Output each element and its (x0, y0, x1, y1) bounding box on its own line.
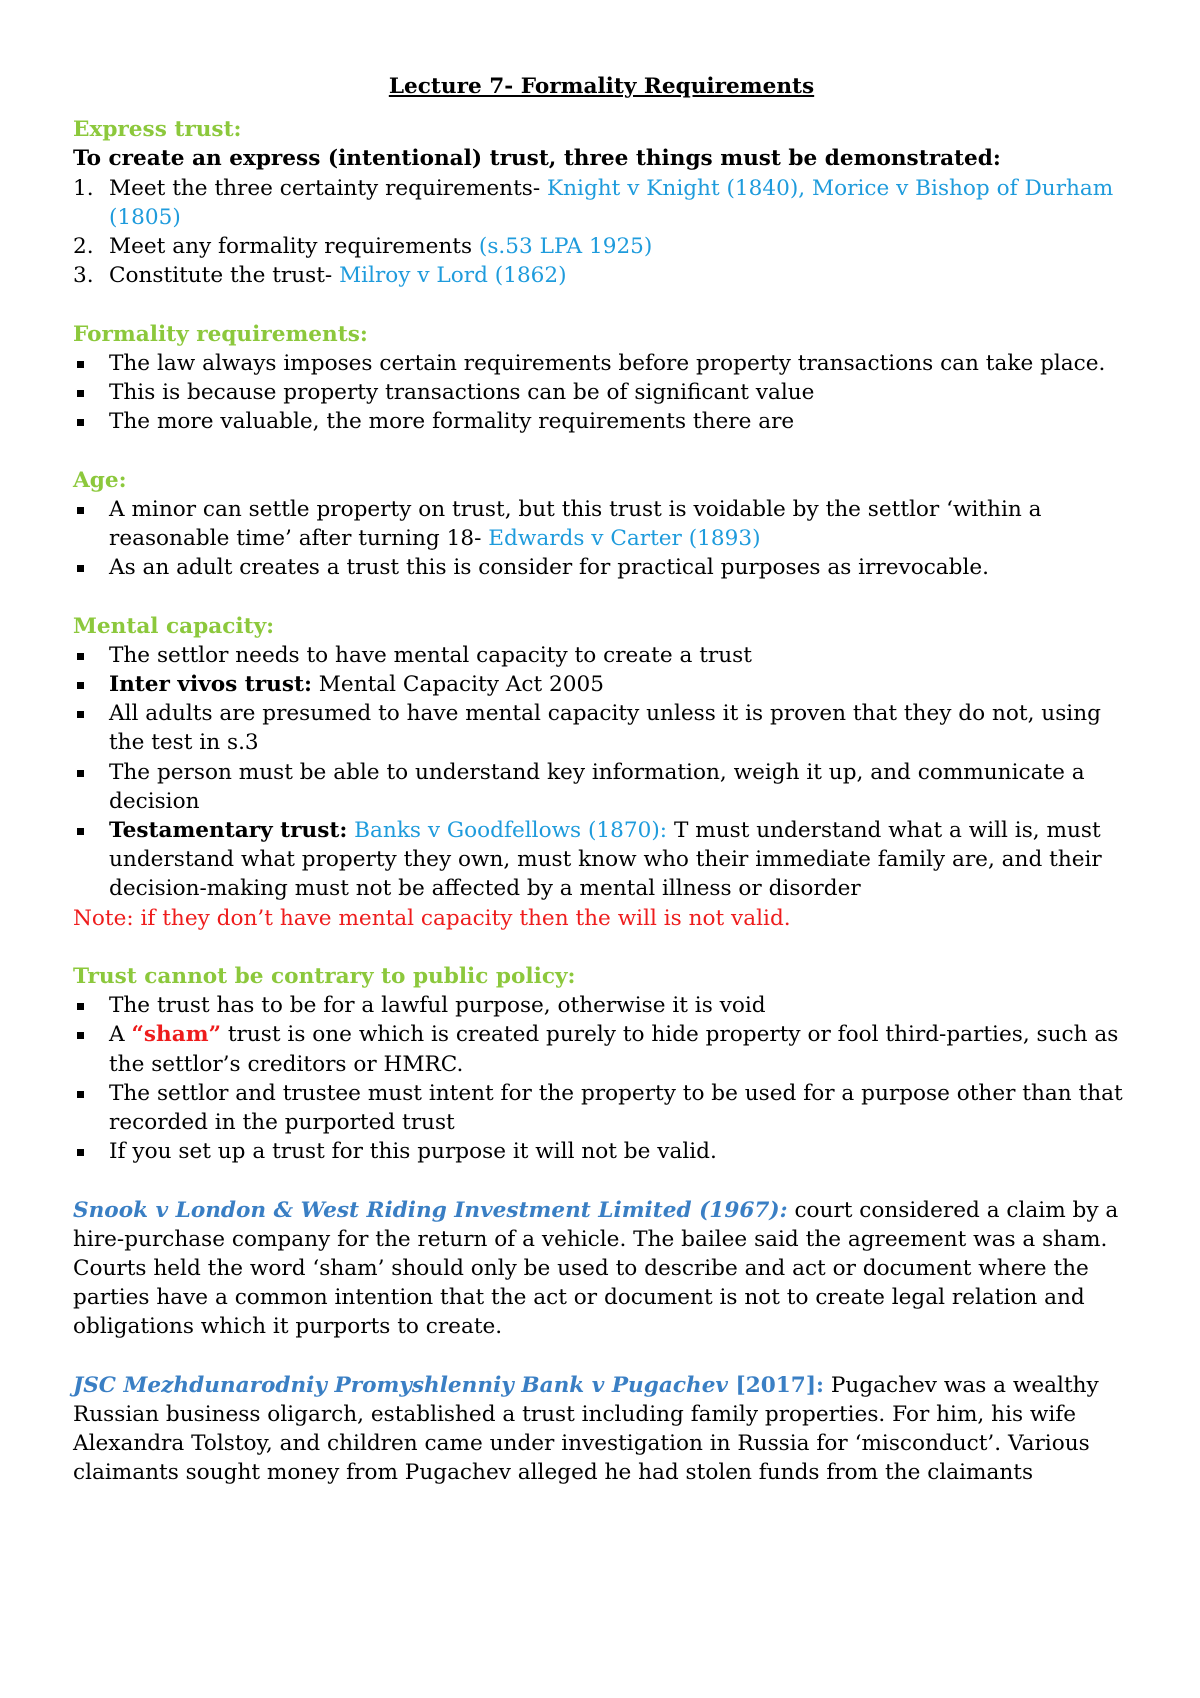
list-number: 1. (73, 175, 94, 201)
case-name: JSC Mezhdunarodniy Promyshlenniy Bank v Pugachev (73, 1372, 728, 1398)
list-item: The more valuable, the more formality requirements there are (73, 407, 1130, 436)
spacer (73, 436, 1130, 465)
list-item (73, 261, 1130, 290)
list-item-text: trust is one which is created purely to hide property or fool third-parties, such as the settlor’s creditors or HMRC. (109, 1022, 1119, 1077)
list-item: If you set up a trust for this purpose it will not be valid. (73, 1137, 1130, 1166)
list-item: The law always imposes certain requirements before property transactions can take place. (73, 349, 1130, 378)
page-title: Lecture 7- Formality Requirements (388, 74, 815, 99)
express-intro: To create an express (intentional) trust, three things must be demonstrated: (73, 146, 1001, 172)
list-item (73, 174, 1130, 232)
spacer (73, 1342, 1130, 1371)
list-item-text: Meet the three certainty requirements- (109, 175, 547, 201)
list-item-text: T must understand what a will is, must understand what property they own, must know who their immediate family are, and their decision-making must not be affected by a mental illness or disorder (109, 818, 1102, 902)
term-label: Testamentary trust: (109, 818, 348, 844)
list-item (73, 1020, 1130, 1078)
mental-capacity-list (73, 641, 1130, 904)
statute-citation: (s.53 LPA 1925) (478, 234, 653, 260)
list-item: The trust has to be for a lawful purpose, otherwise it is void (73, 991, 1130, 1020)
list-item: The settlor needs to have mental capacity to create a trust (73, 641, 1130, 670)
list-item (73, 816, 1130, 904)
heading-formality-requirements: Formality requirements: (73, 321, 368, 347)
spacer (73, 933, 1130, 962)
list-item (73, 495, 1130, 553)
list-item (73, 670, 1130, 699)
spacer (73, 1166, 1130, 1195)
heading-mental-capacity: Mental capacity: (73, 613, 275, 639)
spacer (73, 582, 1130, 611)
case-name: Snook v London & West Riding Investment Limited (1967): (73, 1197, 788, 1223)
list-item-text: Meet any formality requirements (109, 234, 479, 260)
spacer (73, 290, 1130, 319)
list-item: The person must be able to understand key information, weigh it up, and communicate a decision (73, 758, 1130, 816)
list-item: All adults are presumed to have mental capacity unless it is proven that they do not, using the test in s.3 (73, 699, 1130, 757)
heading-express-trust: Express trust: (73, 117, 242, 143)
jsc-case-paragraph (73, 1371, 1130, 1488)
case-citation: Banks v Goodfellows (1870): (347, 818, 668, 844)
list-item-text: A (109, 1022, 132, 1048)
list-item (73, 232, 1130, 261)
case-year: [2017]: (727, 1372, 825, 1398)
public-policy-list (73, 991, 1130, 1166)
sham-term: “sham” (131, 1022, 222, 1048)
list-item: As an adult creates a trust this is consider for practical purposes as irrevocable. (73, 553, 1130, 582)
list-item: The settlor and trustee must intent for the property to be used for a purpose other than that recorded in the purported trust (73, 1079, 1130, 1137)
case-citation: Milroy v Lord (1862) (339, 263, 567, 289)
case-summary: court considered a claim by a hire-purchase company for the return of a vehicle. The bailee said the agreement was a sham. Courts held the word ‘sham’ should only be used to describe and act or document where the parties have a common intention that the act or document is not to create legal relation and obligations which it purports to create. (73, 1197, 1119, 1340)
list-item: This is because property transactions can be of significant value (73, 378, 1130, 407)
list-item-text: Mental Capacity Act 2005 (311, 672, 604, 698)
formality-list (73, 349, 1130, 437)
case-summary: Pugachev was a wealthy Russian business oligarch, established a trust including family properties. For him, his wife Alexandra Tolstoy, and children came under investigation in Russia for ‘misconduct’. Various claimants sought money from Pugachev alleged he had stolen funds from the claimants (73, 1372, 1099, 1486)
express-requirements-list (73, 174, 1130, 291)
age-list (73, 495, 1130, 583)
case-citation: Knight v Knight (1840), Morice v Bishop of Durham (1805) (109, 175, 1114, 230)
heading-public-policy: Trust cannot be contrary to public policy: (73, 964, 576, 990)
heading-age: Age: (73, 467, 127, 493)
list-item-text: A minor can settle property on trust, but this trust is voidable by the settlor ‘within a reasonable time’ after turning 18- (109, 496, 1042, 552)
snook-case-paragraph (73, 1196, 1130, 1342)
case-citation: Edwards v Carter (1893) (488, 526, 761, 552)
note-text: Note: if they don’t have mental capacity then the will is not valid. (73, 905, 791, 931)
list-number: 2. (73, 234, 94, 260)
list-number: 3. (73, 263, 94, 289)
list-item-text: Constitute the trust- (109, 263, 340, 289)
term-label: Inter vivos trust: (109, 672, 312, 698)
